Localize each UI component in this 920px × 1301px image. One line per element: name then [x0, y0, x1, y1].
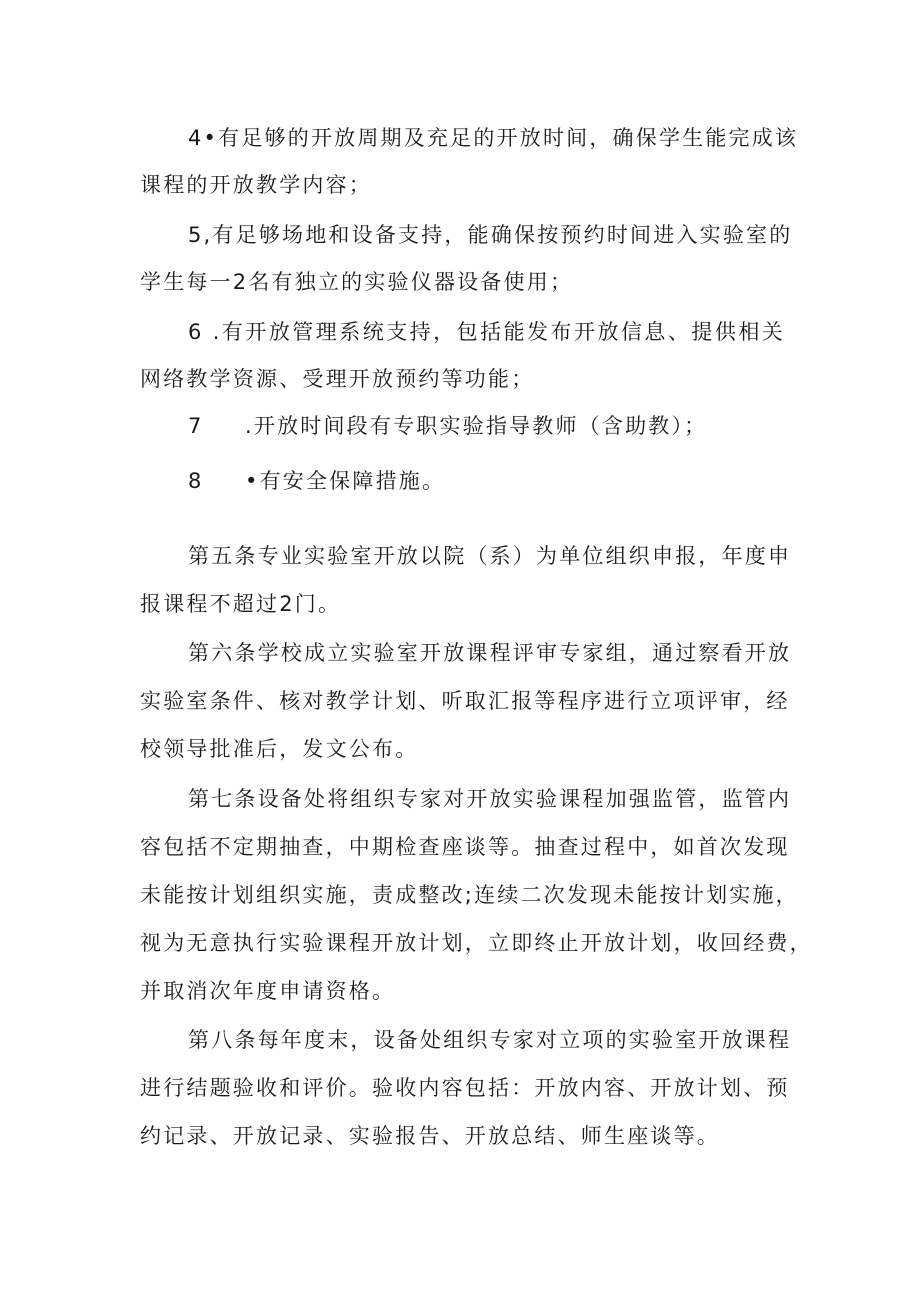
item-7-number: 7 — [188, 414, 204, 438]
item-4-line-2: 课程的开放教学内容； — [140, 173, 372, 197]
article-7-line-5: 并取消次年度申请资格。 — [140, 979, 396, 1003]
article-8-line-3: 约记录、开放记录、实验报告、开放总结、师生座谈等。 — [140, 1124, 720, 1148]
article-5-line-2: 报课程不超过2门。 — [140, 592, 342, 616]
item-6-line-2: 网络教学资源、受理开放预约等功能； — [140, 367, 535, 391]
article-7-line-4: 视为无意执行实验课程开放计划，立即终止开放计划，收回经费， — [140, 931, 813, 955]
article-7-line-3: 未能按计划组织实施，责成整改;连续二次发现未能按计划实施， — [140, 883, 799, 907]
article-6-line-2: 实验室条件、核对教学计划、听取汇报等程序进行立项评审，经 — [140, 689, 790, 713]
article-5-line-1: 第五条专业实验室开放以院（系）为单位组织申报，年度申 — [188, 544, 792, 568]
article-7-line-1: 第七条设备处将组织专家对开放实验课程加强监管，监管内 — [188, 787, 792, 811]
article-7-line-2: 容包括不定期抽查，中期检查座谈等。抽查过程中，如首次发现 — [140, 835, 790, 859]
item-5-line-1: 5,有足够场地和设备支持，能确保按预约时间进入实验室的 — [188, 223, 793, 247]
article-6-line-3: 校领导批准后，发文公布。 — [140, 737, 419, 761]
article-8-line-1: 第八条每年度末，设备处组织专家对立项的实验室开放课程 — [188, 1028, 792, 1052]
item-4-line-1: 4•有足够的开放周期及充足的开放时间，确保学生能完成该 — [188, 126, 799, 150]
item-7-text: .开放时间段有专职实验指导教师（含助教）； — [245, 414, 708, 438]
item-8-number: 8 — [188, 469, 204, 493]
article-6-line-1: 第六条学校成立实验室开放课程评审专家组，通过察看开放 — [188, 641, 792, 665]
item-6-line-1: 6 .有开放管理系统支持，包括能发布开放信息、提供相关 — [188, 320, 785, 344]
item-8-text: •有安全保障措施。 — [245, 469, 446, 493]
item-5-line-2: 学生每一2名有独立的实验仪器设备使用； — [140, 270, 574, 294]
article-8-line-2: 进行结题验收和评价。验收内容包括：开放内容、开放计划、预 — [140, 1076, 790, 1100]
